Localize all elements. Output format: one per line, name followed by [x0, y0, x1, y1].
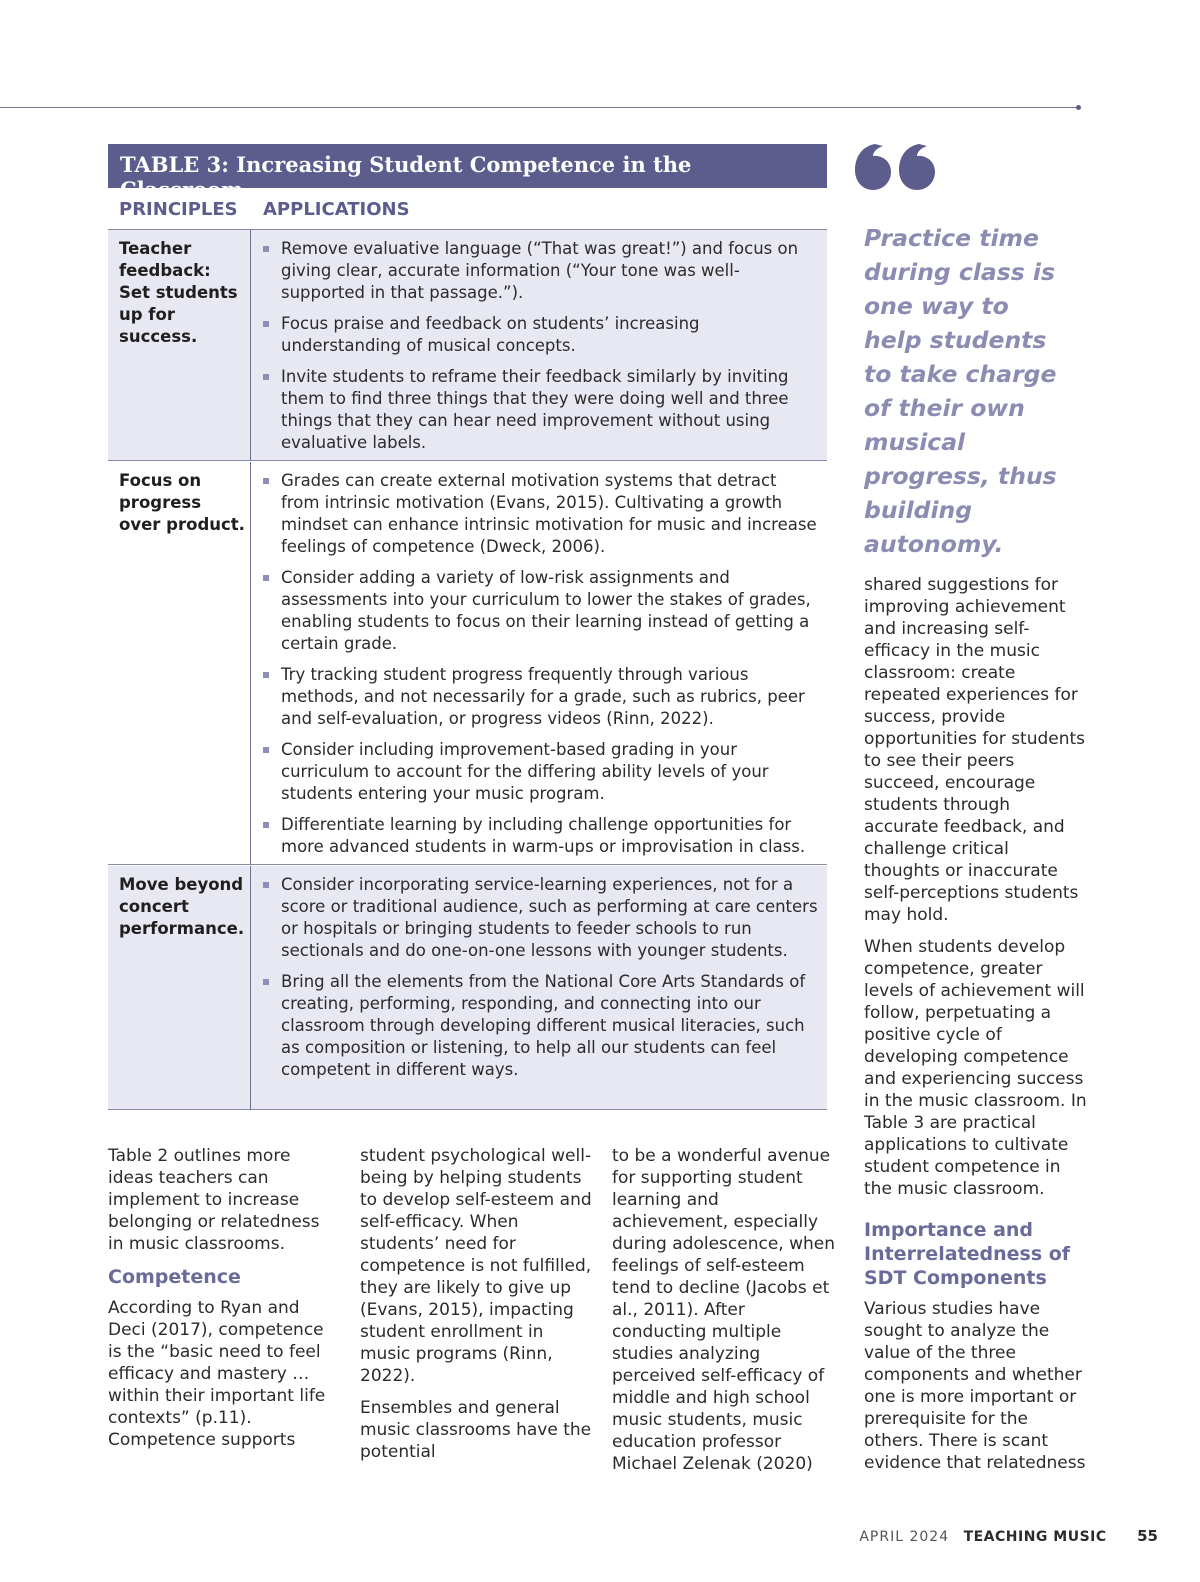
bullet-icon: [263, 478, 269, 484]
paragraph: Table 2 outlines more ideas teachers can implement to increase belonging or relatedness in music classrooms.: [108, 1146, 320, 1254]
applications-header: APPLICATIONS: [263, 199, 410, 220]
principle: Teacher feedback: Set students up for success.: [119, 239, 238, 346]
magazine-name: TEACHING MUSIC: [963, 1529, 1107, 1545]
column-divider: [250, 230, 251, 461]
applications-list: [263, 874, 819, 1090]
principle: Move beyond concert performance.: [119, 875, 245, 938]
table-title: TABLE 3: Increasing Student Competence in the Classroom: [108, 144, 827, 188]
column-divider: [250, 462, 251, 865]
applications-list: [263, 470, 819, 867]
bullet-icon: [263, 882, 269, 888]
section-heading-competence: Competence: [108, 1266, 241, 1288]
bullet-icon: [263, 979, 269, 985]
list-item: Consider including improvement-based grading in your curriculum to account for the differing ability levels of your students entering your music program.: [263, 739, 819, 805]
principle: Focus on progress over product.: [119, 471, 245, 534]
body-column-1: [108, 1145, 338, 1461]
paragraph: Ensembles and general music classrooms have the potential: [360, 1398, 592, 1462]
table-row: [108, 230, 827, 461]
top-rule: [0, 107, 1078, 108]
paragraph: Various studies have sought to analyze the value of the three components and whether one is more important or prerequisite for the others. There is scant evidence that relatedness: [864, 1299, 1086, 1473]
bullet-icon: [263, 246, 269, 252]
applications-list: [263, 238, 819, 463]
column-divider: [250, 866, 251, 1110]
list-item: Bring all the elements from the National Core Arts Standards of creating, performing, responding, and connecting into our classroom through developing different musical literacies, such as composition or listening, to help all our students can feel competent in different ways.: [263, 971, 819, 1081]
body-column-2: [360, 1145, 595, 1473]
body-column-3: [612, 1145, 837, 1485]
table-row: [108, 866, 827, 1110]
quote-mark-icon: [853, 140, 937, 192]
list-item: Grades can create external motivation systems that detract from intrinsic motivation (Evans, 2015). Cultivating a growth mindset can enhance intrinsic motivation for music and increase feelings of competence (Dweck, 2006).: [263, 470, 819, 558]
list-item: Invite students to reframe their feedback similarly by inviting them to find three things that they were doing well and three things that they can hear need improvement without using evaluative labels.: [263, 366, 819, 454]
paragraph: to be a wonderful avenue for supporting student learning and achievement, especially during adolescence, when feelings of self-esteem tend to decline (Jacobs et al., 2011). After conducting multiple studies analyzing perceived self-efficacy of middle and high school music students, music education professor Michael Zelenak (2020): [612, 1146, 836, 1474]
list-item: Consider incorporating service-learning experiences, not for a score or traditional audience, such as performing at care centers or hospitals or bringing students to feeder schools to run sectionals and do one-on-one lessons with younger students.: [263, 874, 819, 962]
list-item: Focus praise and feedback on students’ increasing understanding of musical concepts.: [263, 313, 819, 357]
list-item: Differentiate learning by including challenge opportunities for more advanced students in warm-ups or improvisation in class.: [263, 814, 819, 858]
list-item: Consider adding a variety of low-risk assignments and assessments into your curriculum to lower the stakes of grades, enabling students to focus on their learning instead of getting a certain grade.: [263, 567, 819, 655]
paragraph: shared suggestions for improving achievement and increasing self-efficacy in the music classroom: create repeated experiences for success, provide opportunities for students to see their peers succeed, encourage students through accurate feedback, and challenge critical thoughts or inaccurate self-perceptions students may hold.: [864, 575, 1086, 925]
paragraph: When students develop competence, greater levels of achievement will follow, perpetuating a positive cycle of developing competence and experiencing success in the music classroom. In Table 3 are practical applications to cultivate student competence in the music classroom.: [864, 937, 1087, 1199]
paragraph: According to Ryan and Deci (2017), competence is the “basic need to feel efficacy and mastery … within their important life contexts” (p.11). Competence supports: [108, 1298, 326, 1450]
top-rule-dot: [1076, 105, 1081, 110]
section-heading-importance: Importance and Interrelatedness of SDT Components: [864, 1219, 1071, 1289]
list-item: Try tracking student progress frequently through various methods, and not necessarily for a grade, such as rubrics, peer and self-evaluation, or progress videos (Rinn, 2022).: [263, 664, 819, 730]
bullet-icon: [263, 321, 269, 327]
list-item: Remove evaluative language (“That was great!”) and focus on giving clear, accurate information (“Your tone was well-supported in that passage.”).: [263, 238, 819, 304]
table-row: [108, 462, 827, 865]
bullet-icon: [263, 672, 269, 678]
page-footer: [859, 1527, 1158, 1545]
body-column-4: [864, 574, 1089, 1484]
page-number: 55: [1137, 1527, 1158, 1545]
principles-header: PRINCIPLES: [119, 199, 238, 220]
paragraph: student psychological well-being by helping students to develop self-esteem and self-efficacy. When students’ need for competence is not fulfilled, they are likely to give up (Evans, 2015), impacting student enrollment in music programs (Rinn, 2022).: [360, 1146, 592, 1386]
pull-quote: Practice time during class is one way to help students to take charge of their own musical progress, thus building autonomy.: [864, 224, 1057, 558]
issue-date: APRIL 2024: [859, 1529, 950, 1545]
bullet-icon: [263, 747, 269, 753]
bullet-icon: [263, 374, 269, 380]
bullet-icon: [263, 822, 269, 828]
bullet-icon: [263, 575, 269, 581]
